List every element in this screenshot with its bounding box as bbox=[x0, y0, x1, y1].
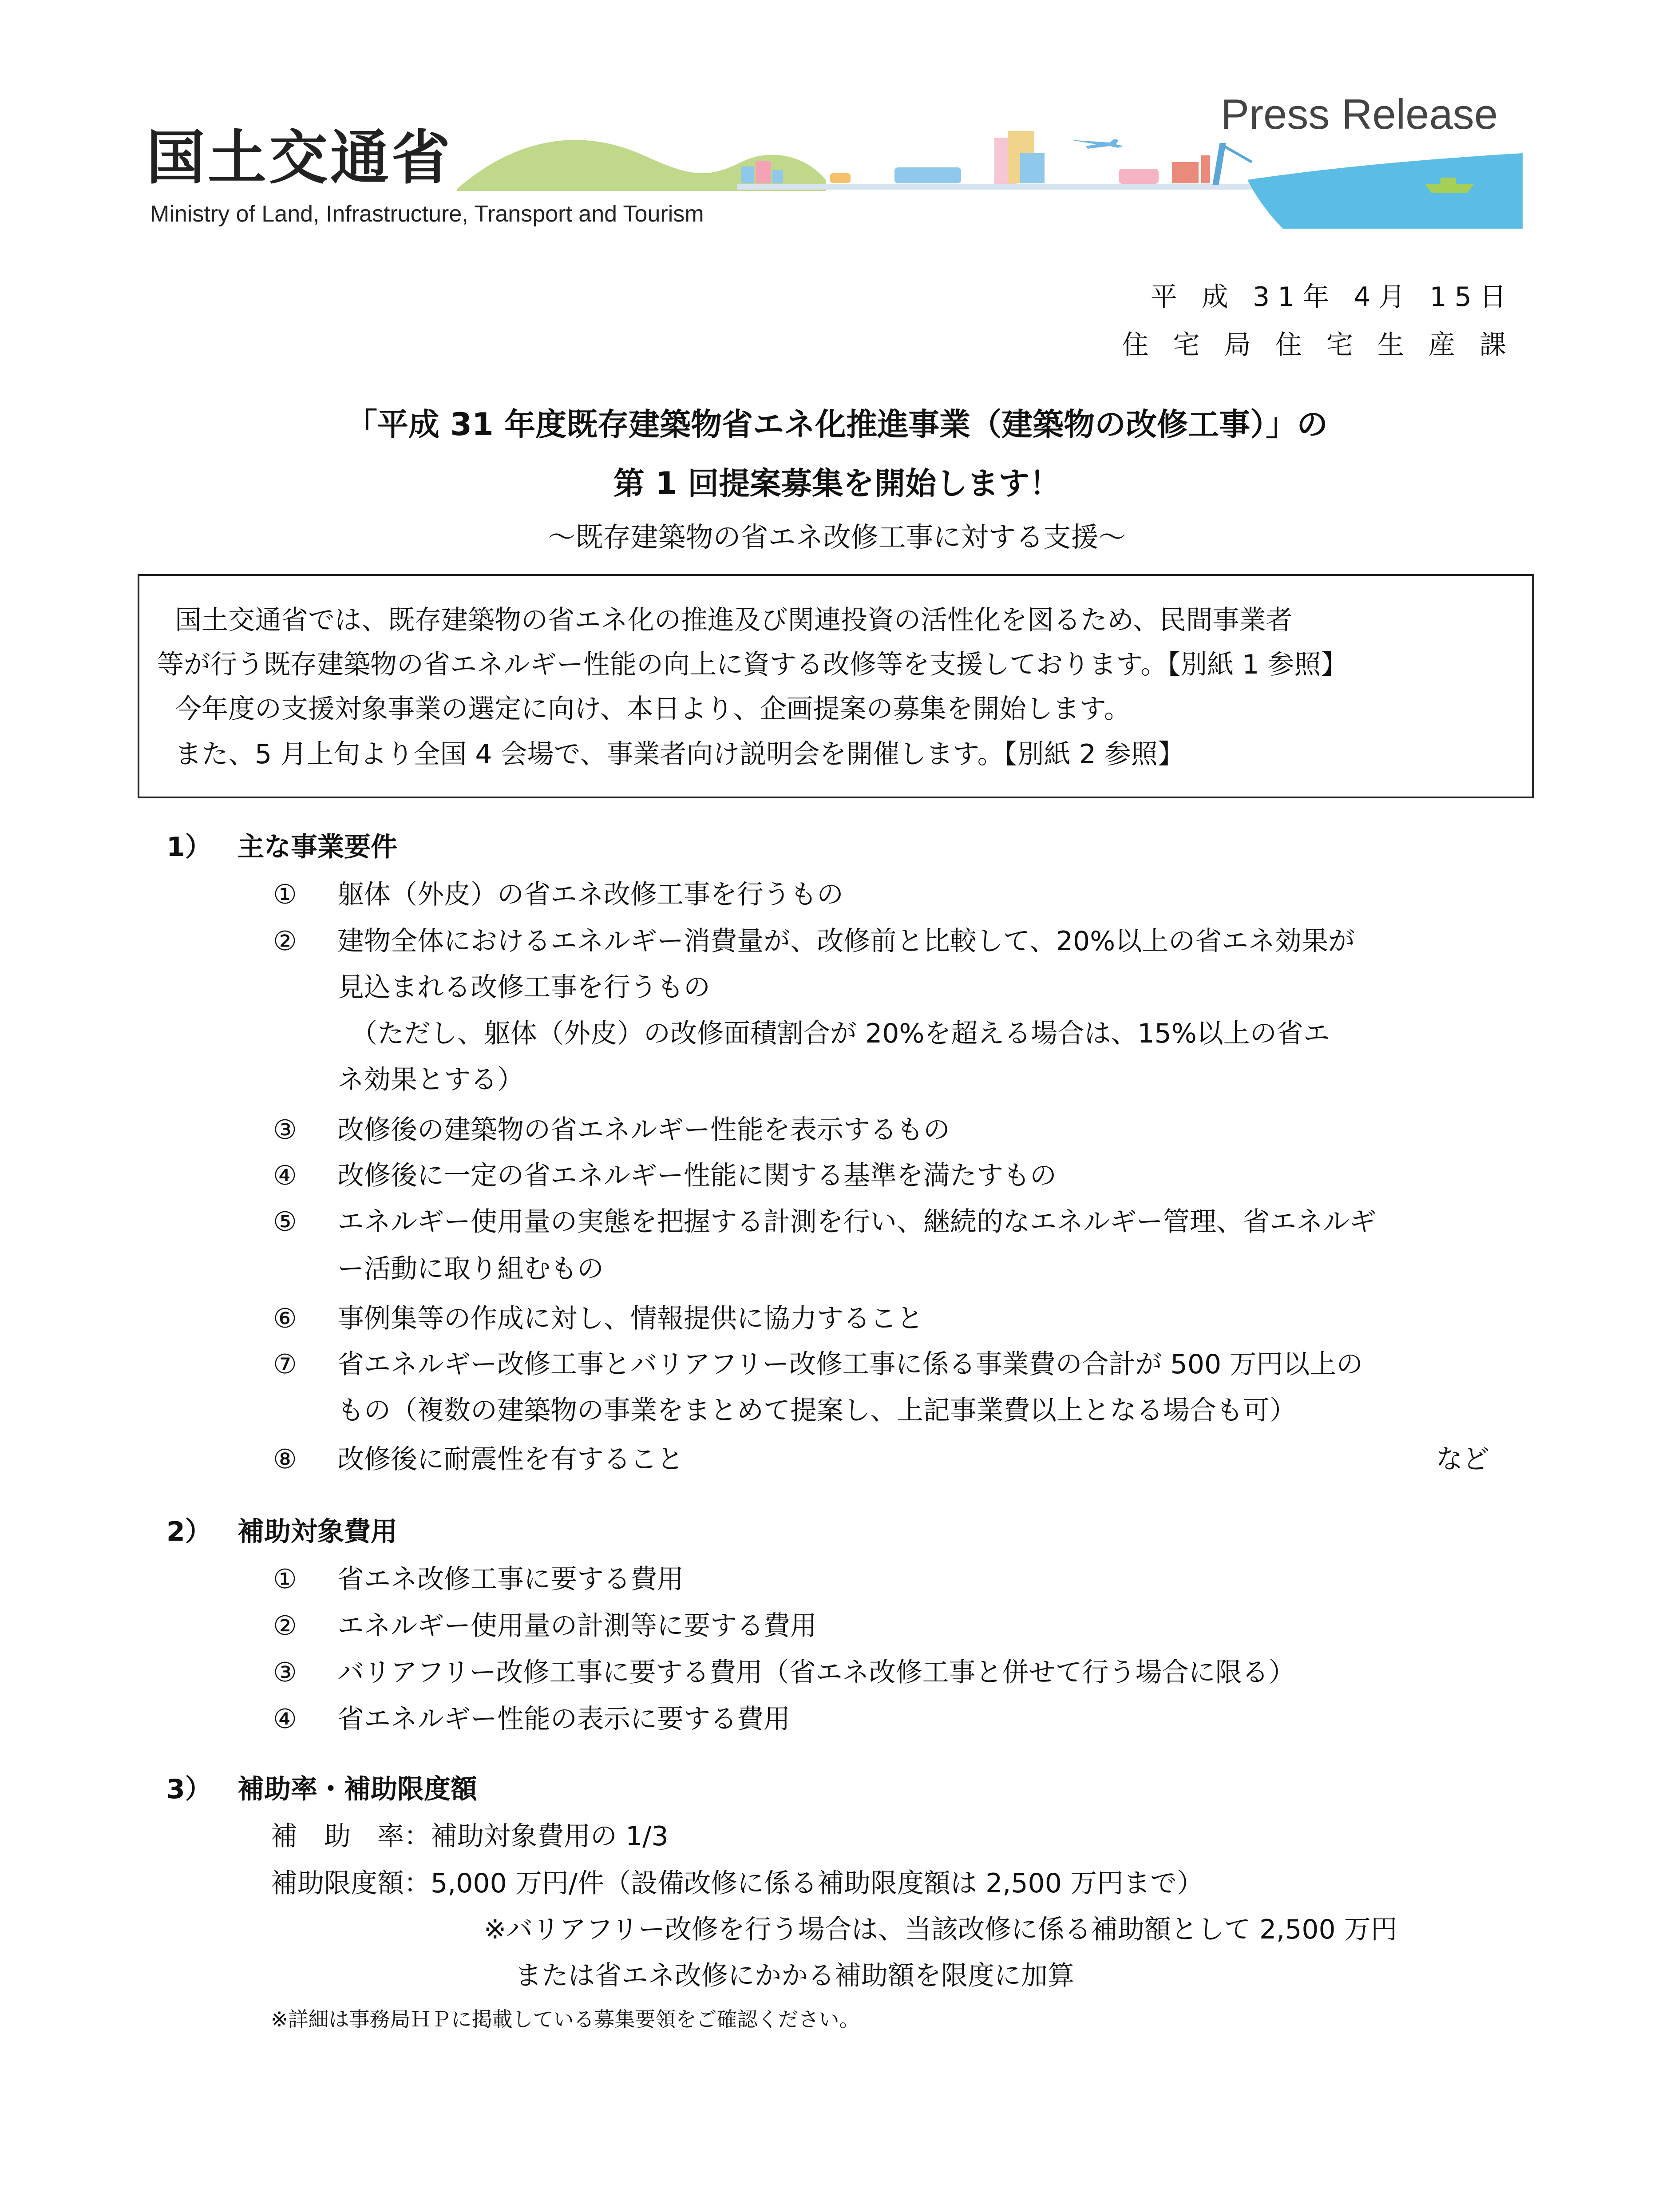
summary-box bbox=[138, 574, 1534, 798]
list-item: ⑤ エネルギー使用量の実態を把握する計測を行い、継続的なエネルギー管理、省エネルギ bbox=[273, 1206, 1376, 1237]
list-item: ④ 省エネルギー性能の表示に要する費用 bbox=[273, 1704, 790, 1735]
summary-line-3: 今年度の支援対象事業の選定に向け、本日より、企画提案の募集を開始します。 bbox=[175, 694, 1131, 725]
ministry-name-en: Ministry of Land, Infrastructure, Transport and Tourism bbox=[150, 201, 704, 227]
list-item: ① 躯体（外皮）の省エネ改修工事を行うもの bbox=[273, 879, 843, 910]
summary-line-4: また、5 月上旬より全国 4 会場で、事業者向け説明会を開催します。【別紙 2 参照】 bbox=[175, 739, 1184, 770]
bus-icon bbox=[1119, 169, 1159, 184]
train-icon bbox=[894, 167, 961, 183]
section-title: 補助対象費用 bbox=[237, 1516, 397, 1547]
section-title: 補助率・補助限度額 bbox=[237, 1774, 477, 1805]
ship-icon bbox=[1425, 184, 1474, 193]
press-release-label: Press Release bbox=[1221, 91, 1498, 138]
sea-shape bbox=[1247, 153, 1523, 229]
barrier-free-note-line-2: または省エネ改修にかかる補助額を限度に加算 bbox=[515, 1960, 1074, 1991]
list-item: ③ バリアフリー改修工事に要する費用（省エネ改修工事と併せて行う場合に限る） bbox=[273, 1657, 1295, 1688]
list-item: ⑦ 省エネルギー改修工事とバリアフリー改修工事に係る事業費の合計が 500 万円以上の bbox=[273, 1349, 1363, 1380]
document-subtitle: ～既存建築物の省エネ改修工事に対する支援～ bbox=[548, 521, 1126, 553]
crane-icon bbox=[1214, 144, 1252, 183]
ministry-logo-jp: 国土交通省 bbox=[146, 124, 453, 192]
car-icon bbox=[830, 173, 851, 183]
header-banner-illustration bbox=[457, 113, 1523, 229]
date-block bbox=[1122, 273, 1514, 369]
etc-label: など bbox=[1436, 1444, 1489, 1475]
list-item-continuation: ー活動に取り組むもの bbox=[337, 1253, 604, 1284]
summary-line-1: 国土交通省では、既存建築物の省エネ化の推進及び関連投資の活性化を図るため、民間事業者 bbox=[175, 605, 1293, 636]
list-item: ① 省エネ改修工事に要する費用 bbox=[273, 1564, 684, 1595]
list-item: ④ 改修後に一定の省エネルギー性能に関する基準を満たすもの bbox=[273, 1160, 1057, 1191]
airplane-icon bbox=[1070, 139, 1123, 149]
section-number: 2） bbox=[166, 1516, 212, 1547]
list-item: ③ 改修後の建築物の省エネルギー性能を表示するもの bbox=[273, 1114, 950, 1146]
footnote: ※詳細は事務局ＨＰに掲載している募集要領をご確認ください。 bbox=[271, 2007, 860, 2031]
list-item-continuation: もの（複数の建築物の事業をまとめて提案し、上記事業費以上となる場合も可） bbox=[337, 1395, 1296, 1426]
list-item: ⑥ 事例集等の作成に対し、情報提供に協力すること bbox=[273, 1303, 923, 1334]
section-title: 主な事業要件 bbox=[237, 832, 397, 863]
list-item: ② 建物全体におけるエネルギー消費量が、改修前と比較して、20%以上の省エネ効果が bbox=[273, 926, 1355, 957]
department-name: 住 宅 局 住 宅 生 産 課 bbox=[1122, 329, 1514, 361]
section-2-heading bbox=[166, 1518, 397, 1545]
barrier-free-note-line-1: ※バリアフリー改修を行う場合は、当該改修に係る補助額として 2,500 万円 bbox=[484, 1914, 1397, 1945]
section-1-heading bbox=[166, 832, 397, 863]
document-title-line-2: 第 1 回提案募集を開始します！ bbox=[613, 465, 1061, 502]
house-icon bbox=[741, 166, 754, 183]
release-date: 平 成 31年 4月 15日 bbox=[1150, 281, 1514, 313]
subsidy-limit: 補助限度額：5,000 万円/件（設備改修に係る補助限度額は 2,500 万円まで） bbox=[271, 1868, 1203, 1899]
list-item: ⑧ 改修後に耐震性を有すること bbox=[273, 1444, 684, 1475]
subsidy-rate: 補 助 率：補助対象費用の 1/3 bbox=[271, 1821, 669, 1852]
section-number: 1） bbox=[166, 832, 212, 863]
list-item: ② エネルギー使用量の計測等に要する費用 bbox=[273, 1610, 817, 1641]
list-item-continuation: （ただし、躯体（外皮）の改修面積割合が 20%を超える場合は、15%以上の省エ bbox=[351, 1018, 1330, 1049]
document-title-line-1: 「平成 31 年度既存建築物省エネ化推進事業（建築物の改修工事）」の bbox=[346, 406, 1328, 443]
list-item-continuation: 見込まれる改修工事を行うもの bbox=[337, 972, 710, 1003]
list-item-continuation: ネ効果とする） bbox=[337, 1064, 524, 1095]
section-number: 3） bbox=[166, 1774, 212, 1805]
factory-icon bbox=[1172, 162, 1199, 183]
summary-line-2: 等が行う既存建築物の省エネルギー性能の向上に資する改修等を支援しております。【別紙 1 参照】 bbox=[157, 649, 1348, 680]
section-3-heading bbox=[166, 1776, 477, 1803]
